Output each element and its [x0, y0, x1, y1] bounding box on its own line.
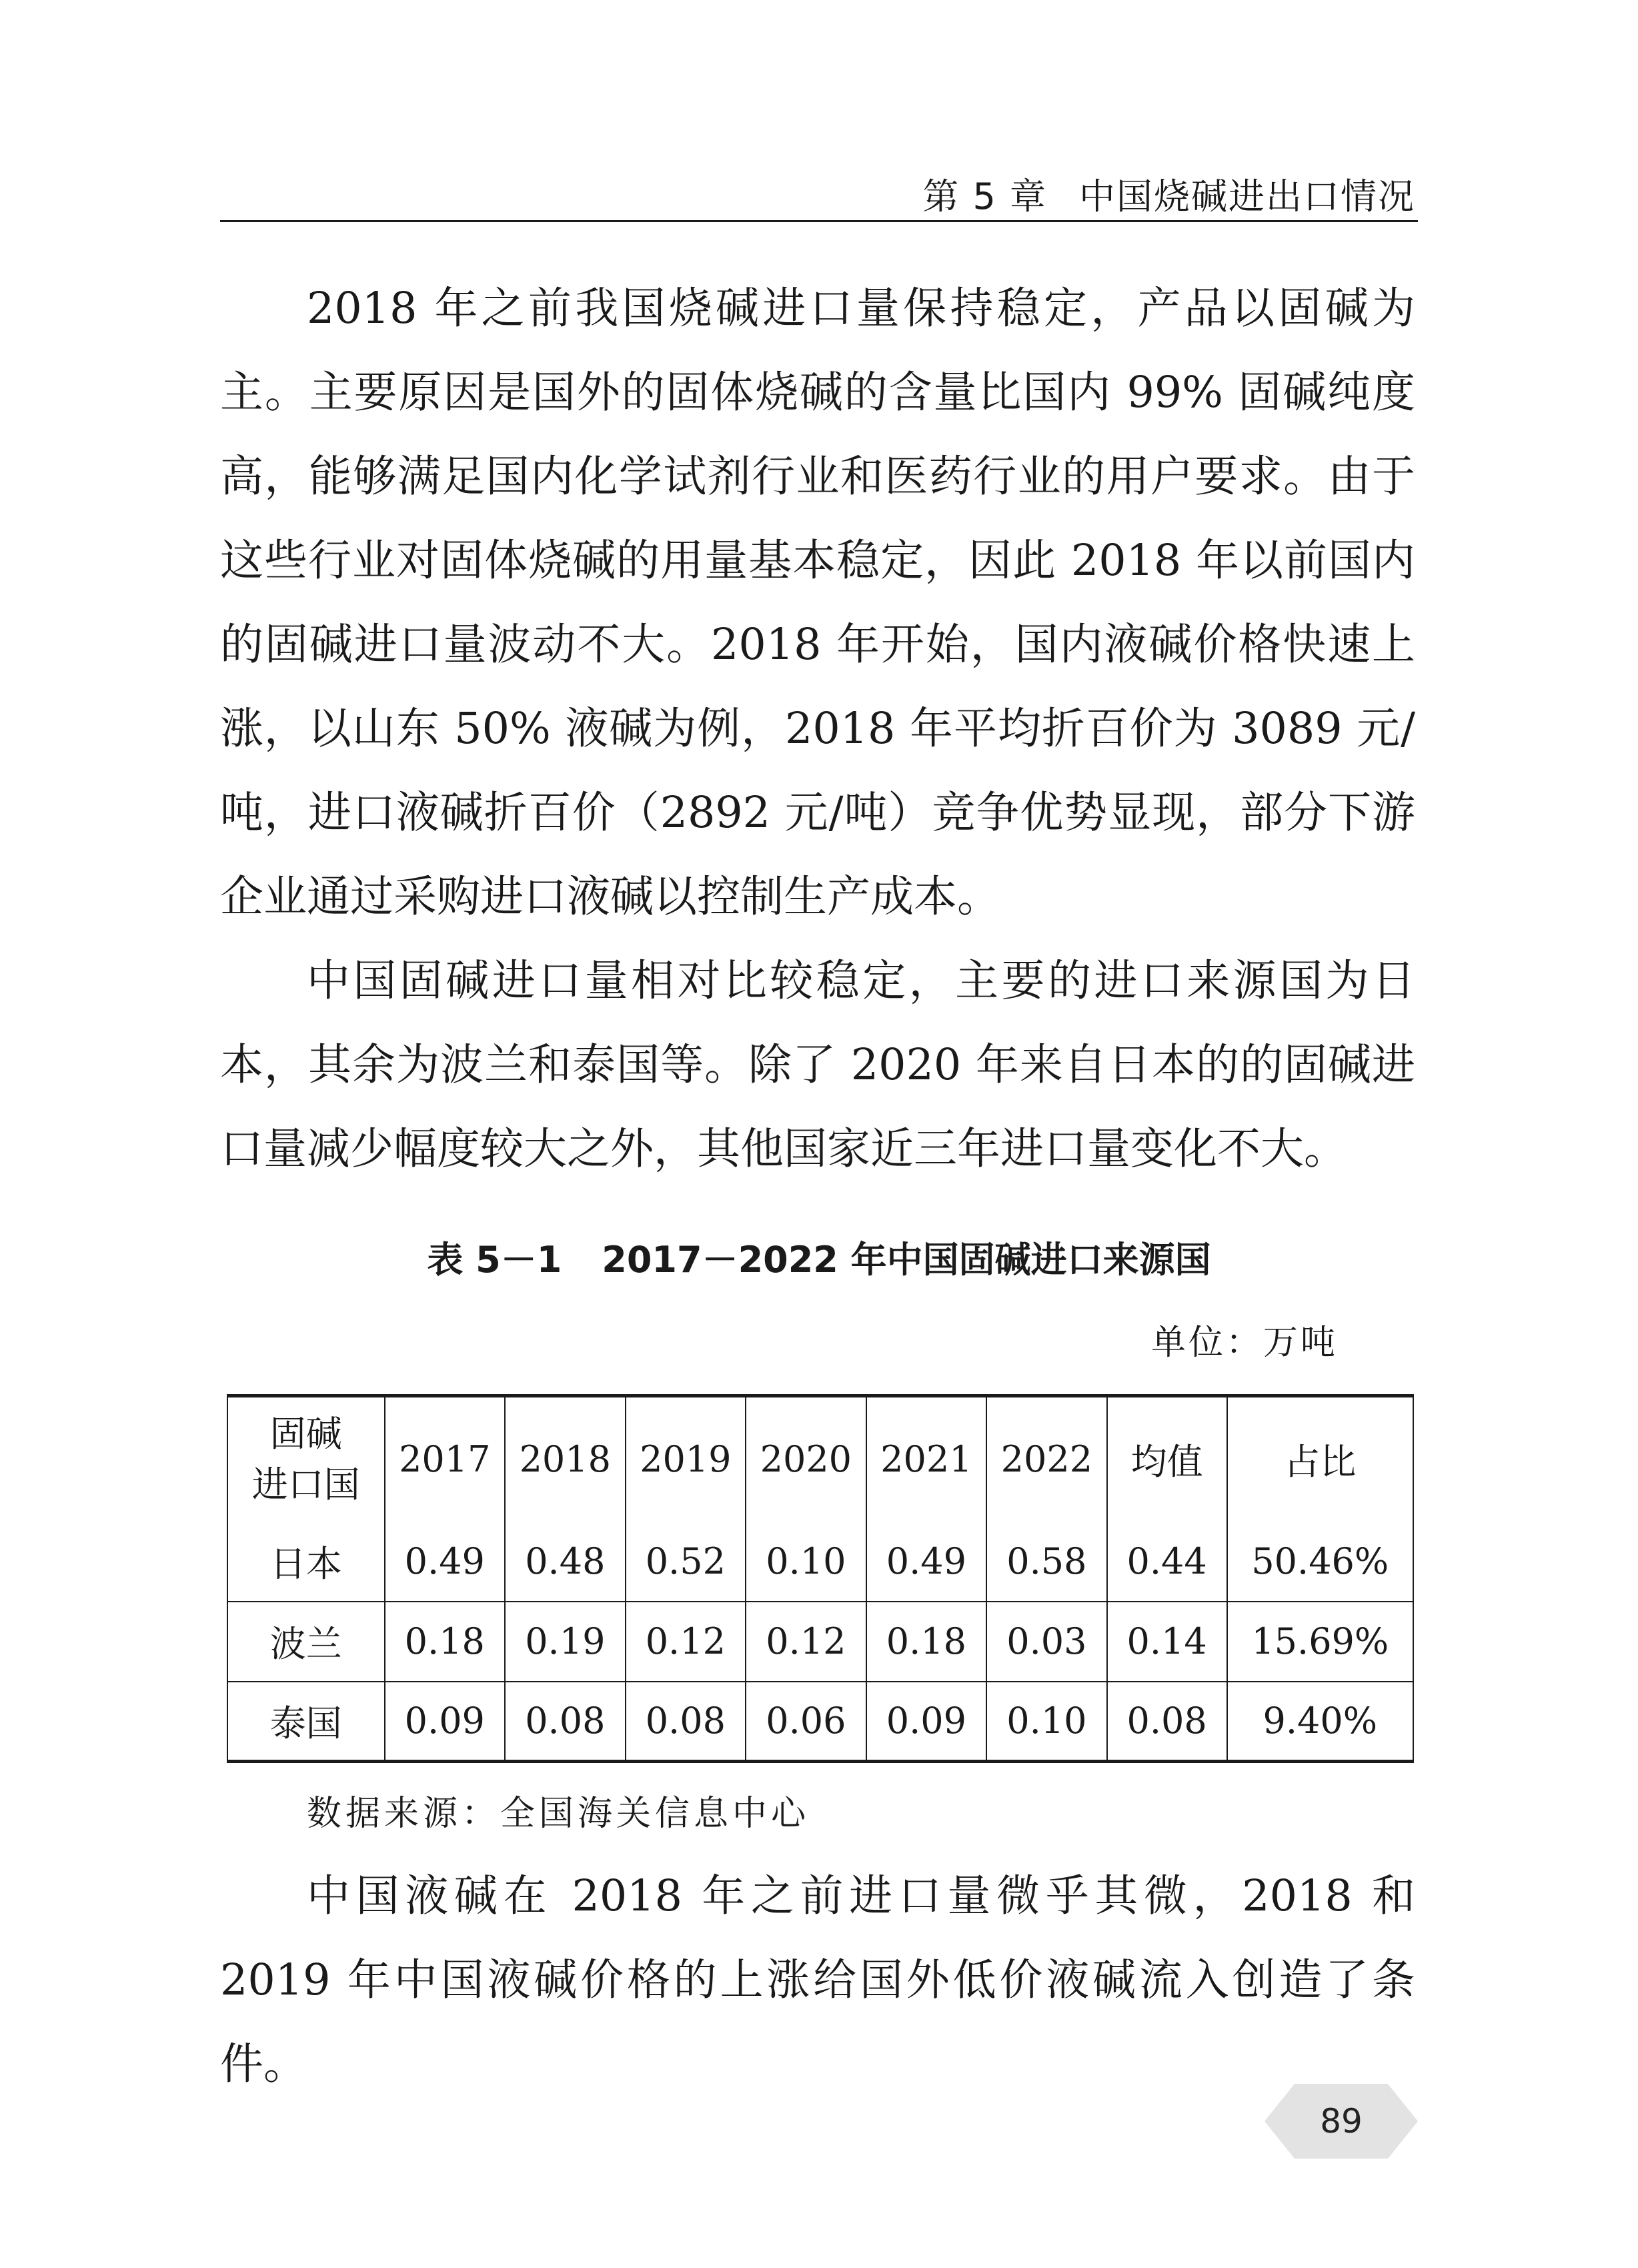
page-number-badge: [1265, 2084, 1418, 2159]
table-cell: 0.09: [866, 1682, 987, 1762]
header-share: 占比: [1227, 1396, 1413, 1522]
header-2019: 2019: [626, 1396, 746, 1522]
body-block-1: [220, 267, 1415, 1191]
table-cell: 0.18: [866, 1602, 987, 1682]
table-cell: 0.10: [986, 1682, 1107, 1762]
table-cell: 9.40%: [1227, 1682, 1413, 1762]
table-row: [227, 1682, 1413, 1762]
running-header: [922, 168, 1415, 219]
header-2021: 2021: [866, 1396, 987, 1522]
table-title: 2017－2022 年中国固碱进口来源国: [602, 1239, 1211, 1281]
table-row: [227, 1522, 1413, 1602]
paragraph-2: 中国固碱进口量相对比较稳定，主要的进口来源国为日本，其余为波兰和泰国等。除了 2020 年来自日本的的固碱进口量减少幅度较大之外，其他国家近三年进口量变化不大。: [220, 956, 1415, 1174]
table-cell: 0.12: [626, 1602, 746, 1682]
chapter-number: 第 5 章: [922, 175, 1047, 217]
table-cell: 50.46%: [1227, 1522, 1413, 1602]
table-cell: 0.52: [626, 1522, 746, 1602]
header-average: 均值: [1107, 1396, 1227, 1522]
chapter-title: 中国烧碱进出口情况: [1079, 175, 1415, 217]
row-country: 波兰: [227, 1602, 385, 1682]
header-2020: 2020: [746, 1396, 866, 1522]
header-2018: 2018: [505, 1396, 626, 1522]
table-cell: 0.08: [626, 1682, 746, 1762]
table-header-row: [227, 1396, 1413, 1522]
table-caption: [0, 1231, 1638, 1283]
table-cell: 0.03: [986, 1602, 1107, 1682]
paragraph-1: 2018 年之前我国烧碱进口量保持稳定，产品以固碱为主。主要原因是国外的固体烧碱的含量比国内 99% 固碱纯度高，能够满足国内化学试剂行业和医药行业的用户要求。由于这些行业对固体烧碱的用量基本稳定，因此 2018 年以前国内的固碱进口量波动不大。2018 年开始，国内液碱价格快速上涨，以山东 50% 液碱为例，2018 年平均折百价为 3089 元/吨，进口液碱折百价（2892 元/吨）竞争优势显现，部分下游企业通过采购进口液碱以控制生产成本。: [220, 284, 1415, 922]
table-source-note: 数据来源：全国海关信息中心: [307, 1794, 810, 1834]
table-cell: 0.48: [505, 1522, 626, 1602]
table-cell: 0.14: [1107, 1602, 1227, 1682]
table-cell: 0.58: [986, 1522, 1107, 1602]
page-number: 89: [1320, 2102, 1363, 2141]
table-cell: 0.12: [746, 1602, 866, 1682]
table-cell: 15.69%: [1227, 1602, 1413, 1682]
row-country: 日本: [227, 1522, 385, 1602]
header-2017: 2017: [385, 1396, 506, 1522]
table-cell: 0.49: [866, 1522, 987, 1602]
table-cell: 0.08: [505, 1682, 626, 1762]
table-cell: 0.49: [385, 1522, 506, 1602]
table-cell: 0.44: [1107, 1522, 1227, 1602]
body-block-2: [220, 1854, 1415, 2107]
table-cell: 0.18: [385, 1602, 506, 1682]
table-cell: 0.19: [505, 1602, 626, 1682]
table-cell: 0.10: [746, 1522, 866, 1602]
table-unit: 单位：万吨: [1150, 1323, 1338, 1363]
header-country-line2: 进口国: [251, 1463, 360, 1506]
paragraph-3: 中国液碱在 2018 年之前进口量微乎其微，2018 和 2019 年中国液碱价格的上涨给国外低价液碱流入创造了条件。: [220, 1871, 1415, 2089]
row-country: 泰国: [227, 1682, 385, 1762]
table-number: 表 5－1: [427, 1239, 562, 1281]
header-2022: 2022: [986, 1396, 1107, 1522]
table-row: [227, 1602, 1413, 1682]
table-cell: 0.06: [746, 1682, 866, 1762]
header-country: [227, 1396, 385, 1522]
table-cell: 0.09: [385, 1682, 506, 1762]
header-rule: [220, 220, 1418, 222]
import-source-table: [227, 1394, 1414, 1763]
table-cell: 0.08: [1107, 1682, 1227, 1762]
header-country-line1: 固碱: [269, 1412, 342, 1455]
